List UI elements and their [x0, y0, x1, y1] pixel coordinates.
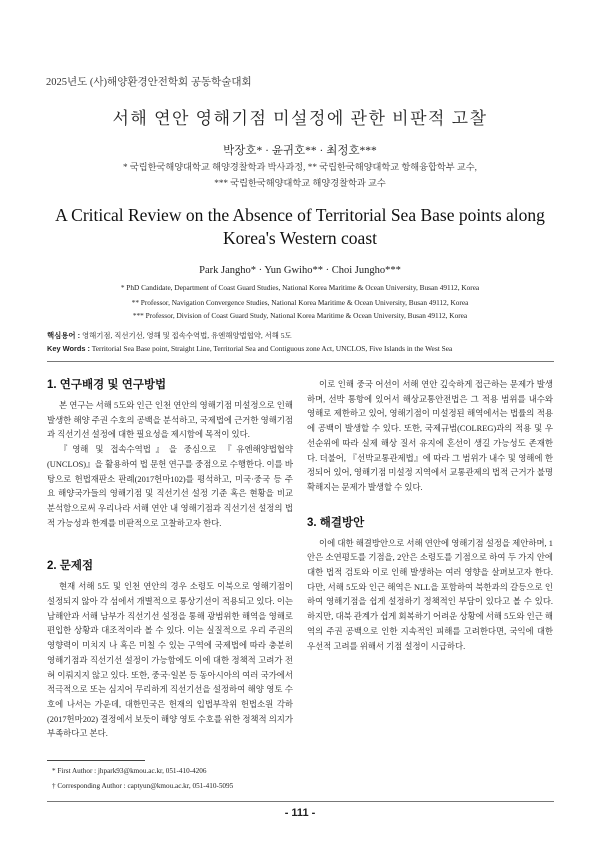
korean-authors: 박장호* · 윤귀호** · 최정호*** — [223, 145, 377, 157]
body-paragraph: 이로 인해 중국 어선이 서해 연안 깊숙하게 접근하는 문제가 발생하며, 선박 통항에 있어서 해상교통안전법은 그 적용 범위를 내수와 영해로 제한하고 있어, 영해기점이 미설정된 해역에서는 법률의 적용에 공백이 발생할 수 있다. 또한, 국제규범(COLREG)과의 적용 및 우선순위에 따라 실제 해상 질서 유지에 혼선이 생길 가능성도 존재한다. 더불어, 『선박교통관제법』에 따라 그 범위가 내수 및 영해에 한정되어 있어, 영해기점 미설정 지역에서 교통관제의 법적 근거가 불명확해지는 문제가 발생할 수 있다. — [307, 380, 553, 492]
keywords-label: Key Words : — [47, 344, 90, 353]
keywords-text: Territorial Sea Base point, Straight Line, Territorial Sea and Contiguous zone Act, UNCLOS, Five Islands in the West Sea — [91, 344, 453, 353]
right-column — [307, 378, 553, 654]
korean-title: 서해 연안 영해기점 미설정에 관한 비판적 고찰 — [112, 109, 488, 128]
english-affiliation-line: ** Professor, Navigation Convergence Studies, National Korea Maritime & Ocean University, Busan 49112, Korea — [131, 298, 469, 307]
english-title-line: Korea's Western coast — [222, 228, 377, 248]
english-keywords — [47, 344, 452, 353]
footer-divider — [47, 801, 554, 802]
footnote-rule — [47, 760, 145, 761]
keywords-label: 핵심용어 : — [47, 331, 81, 340]
english-affiliation-line: * PhD Candidate, Department of Coast Guard Studies, National Korea Maritime & Ocean University, Busan 49112, Korea — [120, 283, 480, 292]
korean-keywords — [47, 330, 292, 341]
section-heading: 2. 문제점 — [47, 560, 94, 573]
section-heading: 1. 연구배경 및 연구방법 — [47, 379, 167, 391]
conference-header: 2025년도 (사)해양환경안전학회 공동학술대회 — [46, 77, 252, 88]
english-authors: Park Jangho* · Yun Gwiho** · Choi Jungho*** — [199, 265, 401, 276]
header-divider — [47, 361, 554, 362]
section-heading: 3. 해결방안 — [307, 516, 365, 529]
english-title — [20, 204, 580, 250]
body-paragraph: 이에 대한 해결방안으로 서해 연안에 영해기점 설정을 제안하며, 1안은 소연평도를 기점을, 2안은 소령도를 기점으로 하여 두 가지 안에 대한 법적 검토와 이로 인해 발생하는 여러 영향을 살펴보고자 한다. 다만, 서해 5도와 인근 해역은 NLL을 포함하여 북한과의 갈등으로 인하여 영해기점을 쉽게 설정하기 정책적인 부담이 있다고 볼 수 있다. 하지만, 대북 관계가 쉽게 회복하기 어려운 상황에 서해 5도와 인근 해역의 주권 공백으로 인한 지속적인 피해를 고려한다면, 국익에 대한 우선적 고려를 위해서 기점 설정이 시급하다. — [307, 538, 553, 651]
corresponding-author-footnote: † Corresponding Author : captyun@kmou.ac.kr, 051-410-5095 — [52, 782, 234, 790]
page-number: - 111 - — [284, 807, 316, 819]
english-title-line: A Critical Review on the Absence of Territorial Sea Base points along — [55, 205, 545, 225]
body-paragraph: 본 연구는 서해 5도와 인근 인천 연안의 영해기점 미설정으로 인해 발생한 해양 주권 수호의 공백을 분석하고, 국제법에 근거한 영해기점과 직선기선 설정에 대한 필요성을 제시함에 목적이 있다. — [47, 401, 293, 440]
korean-affiliation-line: *** 국립한국해양대학교 해양경찰학과 교수 — [214, 178, 386, 188]
keywords-text: 영해기점, 직선기선, 영해 및 접속수역법, 유엔해양법협약, 서해 5도 — [81, 331, 292, 340]
left-column — [47, 378, 293, 742]
korean-affiliation-line: * 국립한국해양대학교 해양경찰학과 박사과정, ** 국립한국해양대학교 항해융합학부 교수, — [123, 162, 477, 172]
first-author-footnote: * First Author : jhpark93@kmou.ac.kr, 051-410-4206 — [52, 767, 207, 775]
english-affiliation-line: *** Professor, Division of Coast Guard Study, National Korea Maritime & Ocean University, Busan 49112, Korea — [132, 311, 468, 320]
body-paragraph: 『영해 및 접속수역법』을 중심으로 『유엔해양법협약(UNCLOS)』을 활용하여 법 문헌 연구를 중점으로 수행한다. 이를 바탕으로 헌법재판소 판례(2017헌마102)를 평석하고, 미국·중국 등 주요 해양국가들의 영해기점 및 직선기선 설정 기준 혹은 현황을 비교 분석함으로써 우리나라 서해 연안 내 영해기점과 직선기선 설정의 법적 가능성과 한계를 비판적으로 고찰하고자 한다. — [47, 445, 293, 528]
body-paragraph: 현재 서해 5도 및 인천 연안의 경우 소령도 이북으로 영해기점이 설정되지 않아 각 섬에서 개별적으로 통상기선이 적용되고 있다. 이는 남해안과 서해 남부가 직선기선 설정을 통해 광범위한 해역을 영해로 편입한 상황과 대조적이라 볼 수 있다. 이는 실질적으로 우리 주권의 영향력이 미치지 나 혹은 미칠 수 있는 구역에 국제법에 따라 충분히 영해기점과 직선기선 설정이 가능함에도 이에 대한 정책적 고려가 전혀 이뤄지지 않고 있다. 또한, 중국·일본 등 동아시아의 여러 국가에서 적극적으로 또는 심지어 무리하게 직선기선을 설정하여 해양 영토 수호에 나서는 가운데, 대한민국은 헌재의 입법부작위 헌법소원 각하(2017헌마202) 결정에서 보듯이 해양 영토 수호를 위한 정책적 의지가 부족하다고 본다. — [47, 582, 293, 739]
